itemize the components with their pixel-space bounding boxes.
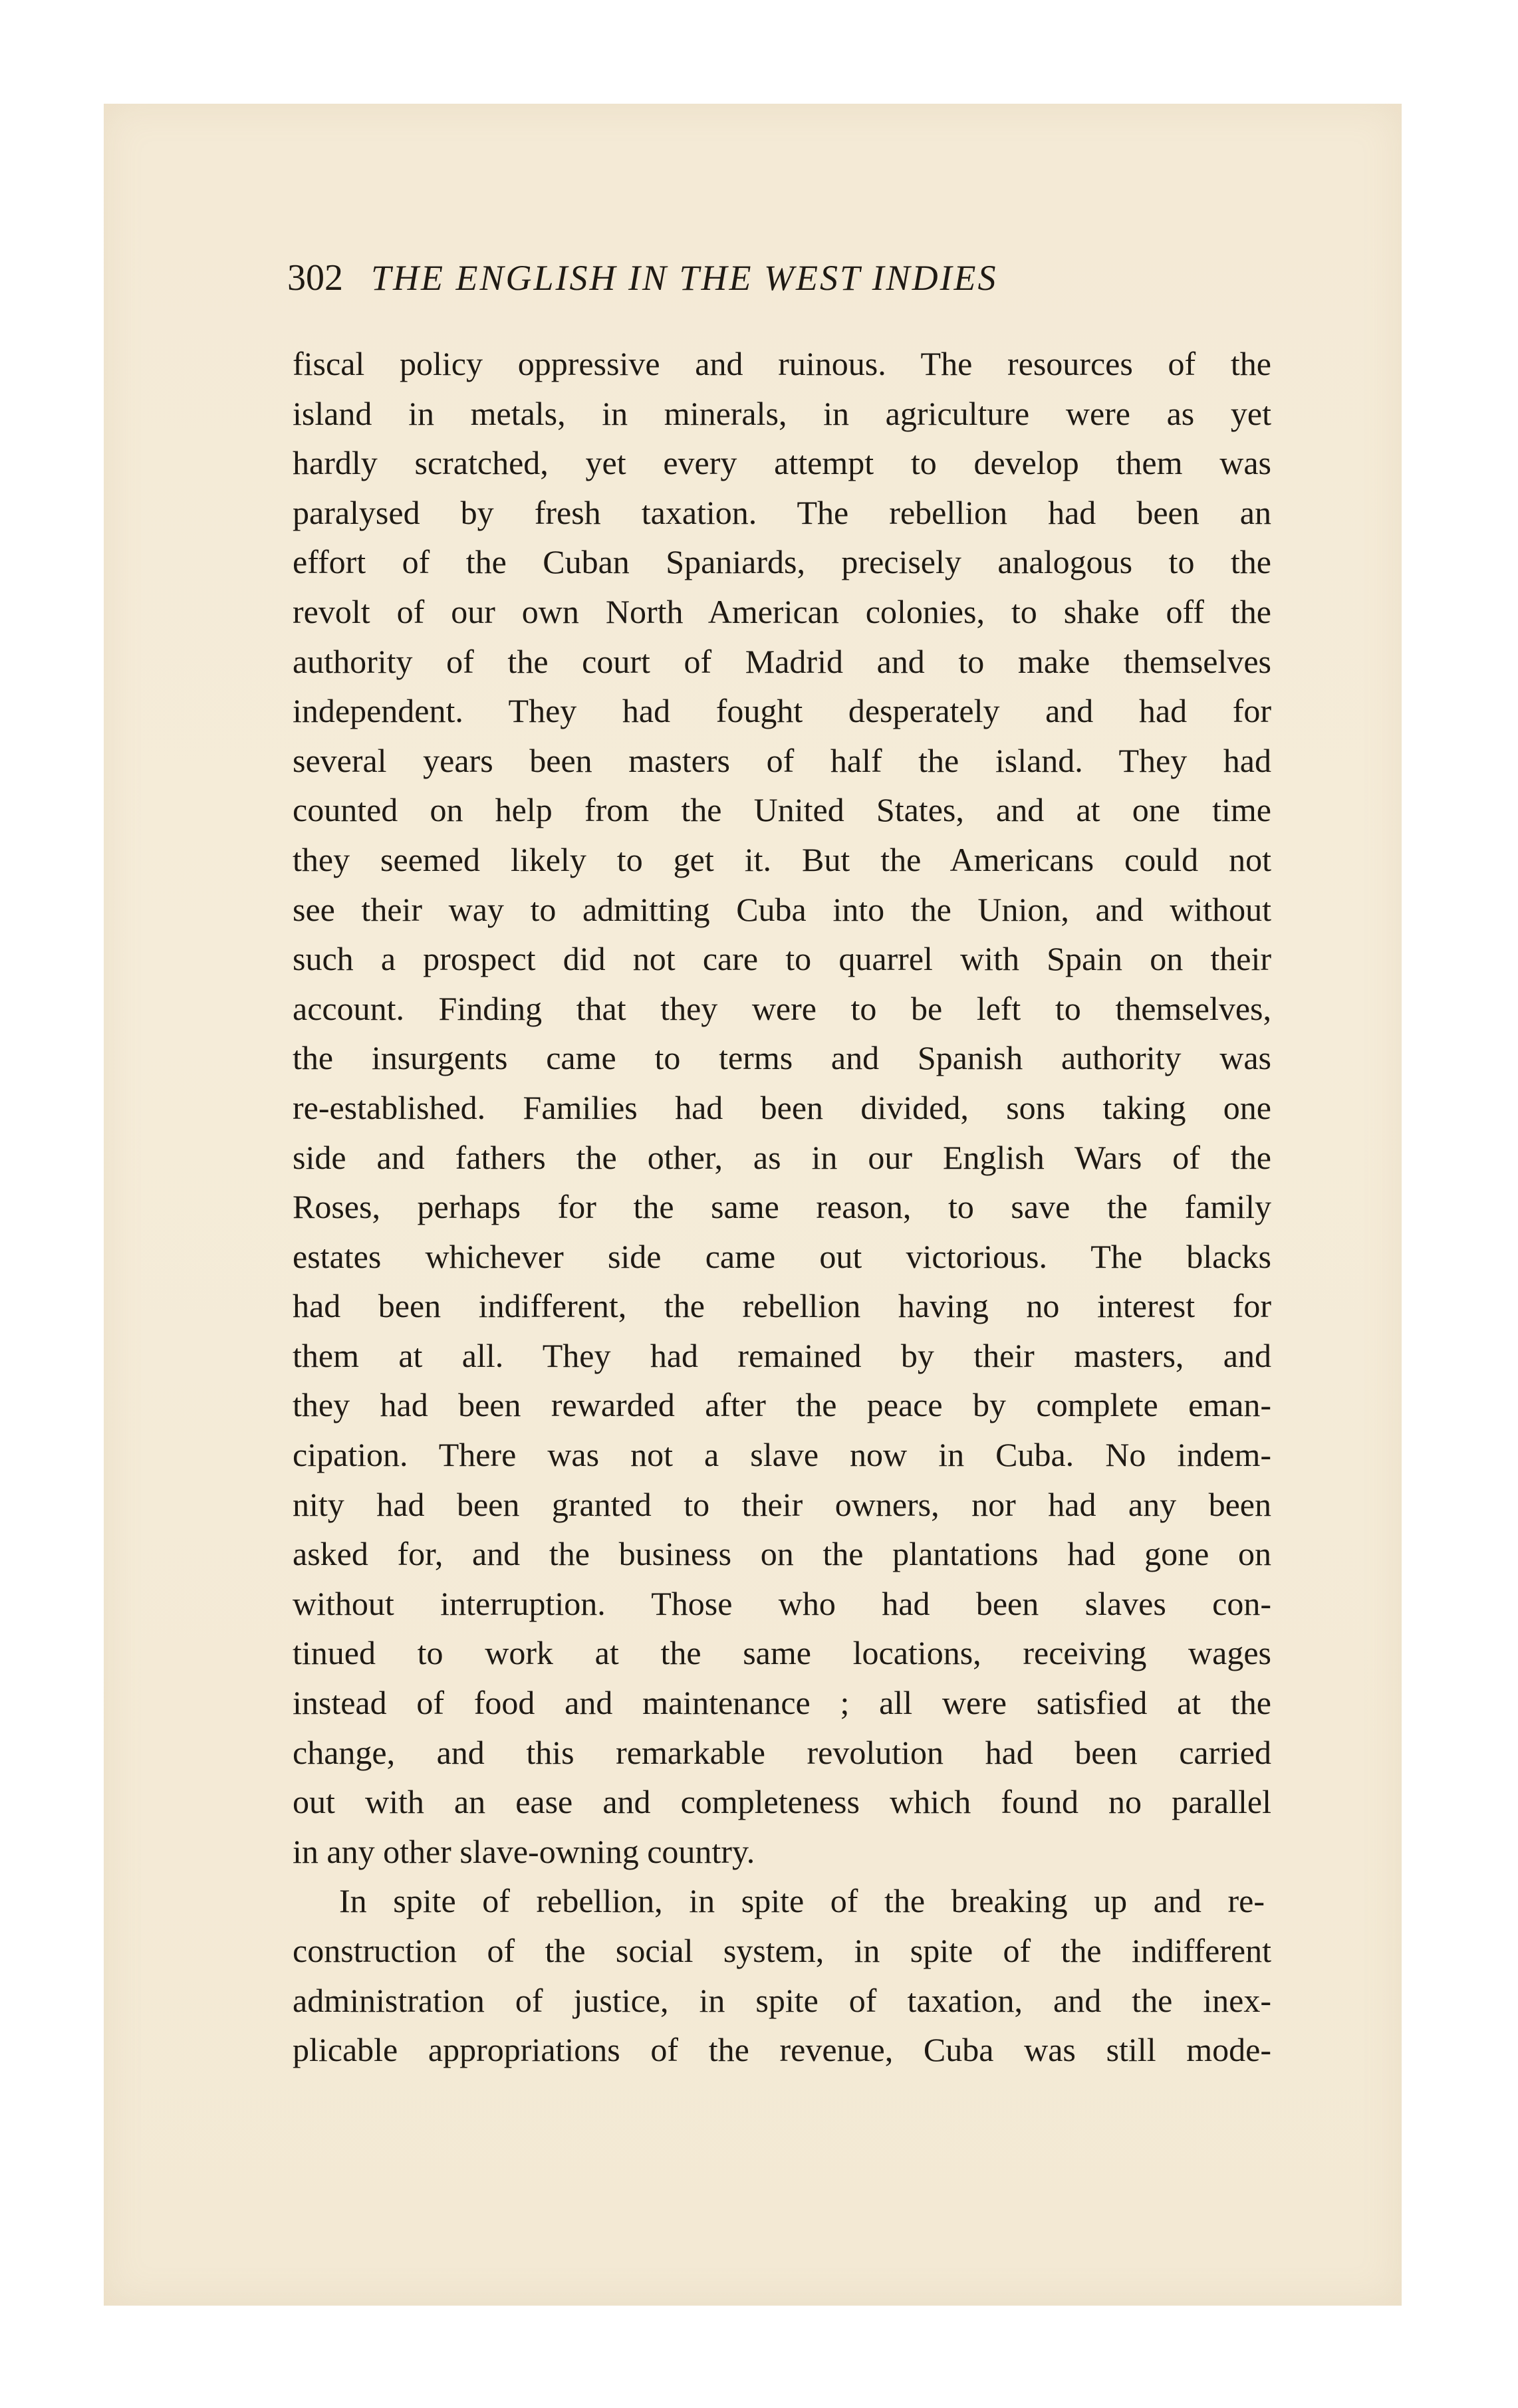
text-line: effort of the Cuban Spaniards, precisely analogous to the bbox=[293, 543, 1271, 581]
text-line: nity had been granted to their owners, nor had any been bbox=[293, 1485, 1271, 1523]
body-text bbox=[293, 339, 1277, 2075]
text-line: they had been rewarded after the peace by complete eman- bbox=[293, 1386, 1271, 1424]
page-number: 302 bbox=[287, 257, 343, 299]
text-line: several years been masters of half the island. They had bbox=[293, 741, 1271, 779]
text-line: instead of food and maintenance ; all were satisfied at the bbox=[293, 1684, 1271, 1722]
text-line: they seemed likely to get it. But the Americans could not bbox=[293, 840, 1271, 878]
text-line: in any other slave-owning country. bbox=[293, 1832, 755, 1870]
text-line: hardly scratched, yet every attempt to develop them was bbox=[293, 444, 1271, 482]
text-line: tinued to work at the same locations, receiving wages bbox=[293, 1634, 1271, 1672]
text-line: independent. They had fought desperately and had for bbox=[293, 692, 1271, 730]
text-line: them at all. They had remained by their masters, and bbox=[293, 1336, 1271, 1374]
text-line: Roses, perhaps for the same reason, to save the family bbox=[293, 1188, 1271, 1226]
text-line: authority of the court of Madrid and to make themselves bbox=[293, 642, 1271, 680]
text-line: island in metals, in minerals, in agriculture were as yet bbox=[293, 394, 1271, 432]
text-line: plicable appropriations of the revenue, Cuba was still mode- bbox=[293, 2031, 1271, 2069]
text-line: asked for, and the business on the plantations had gone on bbox=[293, 1535, 1271, 1573]
text-line: had been indifferent, the rebellion having no interest for bbox=[293, 1287, 1271, 1325]
text-line: out with an ease and completeness which found no parallel bbox=[293, 1783, 1271, 1821]
text-line: without interruption. Those who had been slaves con- bbox=[293, 1584, 1271, 1622]
text-line: side and fathers the other, as in our English Wars of the bbox=[293, 1138, 1271, 1176]
page-header bbox=[287, 257, 1192, 316]
text-line: re-established. Families had been divided, sons taking one bbox=[293, 1088, 1271, 1126]
running-title: THE ENGLISH IN THE WEST INDIES bbox=[371, 258, 998, 298]
text-line: In spite of rebellion, in spite of the breaking up and re- bbox=[339, 1882, 1265, 1920]
text-line: estates whichever side came out victorious. The blacks bbox=[293, 1237, 1271, 1275]
text-line: account. Finding that they were to be left to themselves, bbox=[293, 989, 1271, 1027]
text-line: see their way to admitting Cuba into the Union, and without bbox=[293, 890, 1271, 928]
text-line: paralysed by fresh taxation. The rebellion had been an bbox=[293, 493, 1271, 531]
text-line: fiscal policy oppressive and ruinous. The resources of the bbox=[293, 345, 1271, 382]
text-line: counted on help from the United States, and at one time bbox=[293, 791, 1271, 829]
text-line: construction of the social system, in spite of the indifferent bbox=[293, 1932, 1271, 1969]
text-line: such a prospect did not care to quarrel with Spain on their bbox=[293, 940, 1271, 978]
text-line: revolt of our own North American colonies, to shake off the bbox=[293, 592, 1271, 630]
text-line: change, and this remarkable revolution had been carried bbox=[293, 1733, 1271, 1771]
text-line: the insurgents came to terms and Spanish authority was bbox=[293, 1039, 1271, 1077]
text-line: administration of justice, in spite of taxation, and the inex- bbox=[293, 1981, 1271, 2019]
text-line: cipation. There was not a slave now in Cuba. No indem- bbox=[293, 1436, 1271, 1474]
